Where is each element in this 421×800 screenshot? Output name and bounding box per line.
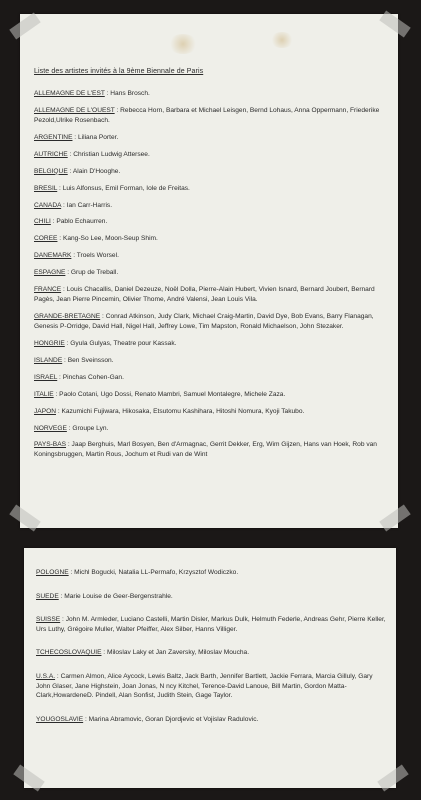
country-entry [34,407,390,417]
country-name: DANEMARK [34,252,72,260]
separator: : [61,286,67,294]
separator: : [71,252,77,260]
separator: : [67,167,73,175]
country-name: ISRAEL [34,373,58,381]
country-name: ALLEMAGNE DE L'EST [34,90,105,97]
artist-names: Troels Worsel. [76,252,119,260]
country-name: NORVEGE [34,424,67,432]
separator: : [62,356,68,364]
country-list-top [34,89,390,467]
artist-names: Jaap Berghuis, Marl Bosyen, Ben d'Armagnac, Gerrit Dekker, Erg, Wim Gijzen, Hans van Hoek, Rob van Koningsbruggen, Martin Rous, Jochum et Rudi van de Wint [34,441,377,459]
country-name: AUTRICHE [34,150,68,158]
artist-names: Michl Bogucki, Natalia LL-Permafo, Krzysztof Wodiczko. [74,569,239,576]
separator: : [61,201,67,209]
separator: : [101,649,107,657]
separator: : [57,184,63,192]
separator: : [72,133,78,141]
country-name: U.S.A. [36,672,56,680]
country-name: PAYS-BAS [34,441,67,449]
artist-names: Ian Carr-Harris. [66,201,113,209]
country-entry [34,234,390,244]
artist-names: Miloslav Laky et Jan Zaversky, Miloslav Moucha. [106,649,250,657]
artist-names: Marie Louise de Geer-Bergenstrahle. [64,592,173,600]
separator: : [65,269,71,277]
artist-names: Luis Alfonsus, Emil Forman, Iole de Freitas. [62,184,190,192]
separator: : [66,441,72,449]
tape-corner-bottom-right [377,764,408,791]
artist-names: Louis Chacallis, Daniel Dezeuze, Noël Dolla, Pierre-Alain Hubert, Vivien Isnard, Bernard Joubert, Bernard Pagès, Jean Pierre Pincemin, Olivier Thome, André Valensi, Jean Louis Vila. [34,286,375,304]
country-name: SUISSE [36,616,61,624]
artist-names: Alain D'Hooghe. [72,167,121,175]
country-entry [34,268,390,278]
artist-list-sheet-top [20,14,398,528]
paper-stain [168,34,198,54]
artist-names: John M. Armleder, Luciano Castelli, Martin Disler, Markus Dulk, Helmuth Federle, Andreas Gehr, Pierre Keller, Urs Luthy, Grégoire Muller, Walter Pfeiffer, Alex Silber, Hanns Villiger. [36,616,386,633]
country-name: ISLANDE [34,356,63,364]
artist-names: Liliana Porter. [77,133,119,141]
separator: : [53,390,60,398]
separator: : [55,407,62,415]
country-entry [34,184,390,194]
country-entry [34,390,390,400]
page-title: Liste des artistes invités à la 9ème Biennale de Paris [34,68,204,75]
separator: : [60,616,66,624]
tape-corner-top-right [379,10,410,37]
separator: : [68,569,75,576]
country-entry [34,424,390,434]
country-name: YOUGOSLAVIE [36,715,84,723]
artist-names: Marina Abramovic, Goran Djordjevic et Vojislav Radulovic. [88,715,259,723]
artist-names: Hans Brosch. [110,90,150,97]
country-entry [34,440,390,459]
separator: : [57,373,63,381]
country-entry [34,373,390,383]
tape-corner-bottom-left [9,504,40,531]
country-entry [34,217,390,227]
country-entry [36,715,388,725]
country-entry [34,339,390,349]
tape-corner-bottom-right [379,504,410,531]
separator: : [55,672,61,680]
country-entry [34,106,390,125]
country-entry [34,133,390,143]
artist-names: Christian Ludwig Attersee. [73,150,150,158]
artist-names: Carmen Almon, Alice Aycock, Lewis Baltz, Jack Barth, Jennifer Bartlett, Jackie Ferrara, Marcia Gilluly, Gary John Glaser, Jane Highstein, Joan Jonas, N ncy Kitchel, Terence-David Lanoue, Bill Martin, Gordon Matta-Clark,HowardeneD. Pindell, Alan Sonfist, Judith Stein, Gage Taylor. [36,672,373,700]
country-name: BELGIQUE [34,167,68,175]
artist-names: Conrad Atkinson, Judy Clark, Michael Craig-Martin, David Dye, Bob Evans, Barry Flanagan, Genesis P-Orridge, David Hall, Nigel Hall, Jeffrey Lowe, Tim Mapston, Ronald Michaelson, John Stezaker. [34,313,374,330]
country-name: HONGRIE [34,339,65,347]
separator: : [67,150,74,158]
country-name: TCHECOSLOVAQUIE [36,649,102,657]
country-entry [36,615,388,634]
separator: : [66,424,73,432]
country-entry [34,89,390,99]
artist-list-sheet-bottom [24,548,396,788]
country-entry [34,356,390,366]
country-name: ALLEMAGNE DE L'OUEST [34,106,115,114]
country-entry [36,568,388,578]
artist-names: Pablo Echaurren. [56,218,108,226]
artist-names: Pinchas Cohen-Gan. [62,373,124,381]
country-name: BRESIL [34,184,58,192]
country-name: GRANDE-BRETAGNE [34,313,101,320]
separator: : [83,715,89,723]
tape-corner-top-left [9,12,40,39]
country-entry [34,285,390,304]
country-entry [34,167,390,177]
country-name: ARGENTINE [34,133,73,141]
country-name: SUEDE [36,592,59,600]
country-list-bottom [36,568,388,724]
country-name: ITALIE [34,390,54,398]
country-name: CHILI [34,218,51,226]
country-entry [34,251,390,261]
separator: : [100,313,106,320]
separator: : [104,90,111,97]
artist-names: Rebecca Horn, Barbara et Michael Leisgen, Bernd Lohaus, Anna Oppermann, Friederike Pezold,Ulrike Rosenbach. [34,106,380,124]
artist-names: Kazumichi Fujiwara, Hikosaka, Etsutomu Kashihara, Hitoshi Nomura, Kyoji Takubo. [61,407,305,415]
country-entry [34,150,390,160]
country-name: ESPAGNE [34,269,66,277]
country-name: CANADA [34,201,62,209]
artist-names: Ben Sveinsson. [67,356,114,364]
country-entry [34,312,390,331]
separator: : [58,592,65,600]
country-entry [36,672,388,701]
country-entry [36,592,388,602]
country-entry [34,201,390,211]
country-name: POLOGNE [36,569,69,576]
separator: : [114,106,121,114]
tape-corner-bottom-left [13,764,44,791]
country-name: JAPON [34,407,56,415]
artist-names: Groupe Lyn. [72,424,109,432]
separator: : [50,218,57,226]
separator: : [64,339,71,347]
country-name: FRANCE [34,286,62,294]
artist-names: Kang-So Lee, Moon-Seup Shim. [62,235,158,243]
country-entry [36,648,388,658]
paper-stain [270,32,294,48]
artist-names: Grup de Treball. [70,269,119,277]
artist-names: Gyula Gulyas, Theatre pour Kassak. [70,339,177,347]
artist-names: Paolo Cotani, Ugo Dossi, Renato Mambri, Samuel Montalegre, Michele Zaza. [59,390,286,398]
separator: : [57,235,63,243]
country-name: COREE [34,235,58,243]
